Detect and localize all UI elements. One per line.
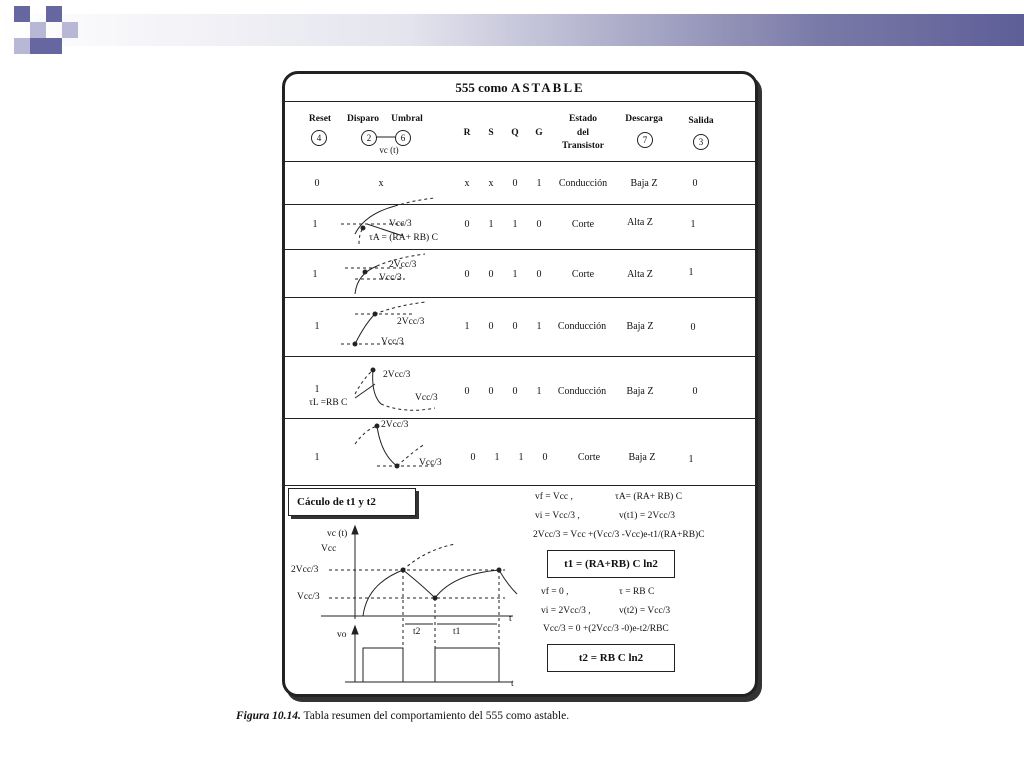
calc-eq6: Vcc/3 = 0 +(2Vcc/3 -0)e-t2/RBC xyxy=(543,624,669,634)
row1-arrow xyxy=(367,224,403,236)
row5-reset: 1 xyxy=(314,452,320,463)
deco-square xyxy=(62,22,78,38)
graph-vc-dash xyxy=(403,544,455,570)
row5-curve xyxy=(377,426,397,466)
row2-estado: Corte xyxy=(571,269,595,280)
row0-estado: Conducción xyxy=(558,178,608,189)
row2-q: 1 xyxy=(512,269,518,280)
row3-g: 1 xyxy=(536,321,542,332)
title-prefix: 555 como xyxy=(455,80,508,95)
calc-eq2a: vi = Vcc/3 , xyxy=(535,511,580,521)
pin-umbral: 6 xyxy=(395,130,411,146)
row5-point xyxy=(375,424,379,428)
row2-g: 0 xyxy=(536,269,542,280)
row1-salida: 1 xyxy=(690,219,696,230)
result1-box: t1 = (RA+RB) C ln2 xyxy=(547,550,675,578)
calc-eq3: 2Vcc/3 = Vcc +(Vcc/3 -Vcc)e-t1/(RA+RB)C xyxy=(533,530,705,540)
row5-2vcc3: 2Vcc/3 xyxy=(381,420,409,430)
row1-descarga: Alta Z xyxy=(627,217,653,228)
graph-t-axis: t xyxy=(509,614,512,624)
row1-point xyxy=(361,226,365,230)
graph-vo-arrow xyxy=(352,626,358,634)
row4-vcc3: Vcc/3 xyxy=(415,393,438,403)
row2-curve-dash xyxy=(377,254,425,266)
pin-reset: 4 xyxy=(311,130,327,146)
graph-t2: t2 xyxy=(413,627,421,637)
row0-g: 1 xyxy=(536,178,542,189)
header-salida: Salida xyxy=(688,116,714,126)
graph-2vcc3: 2Vcc/3 xyxy=(291,565,319,575)
header-r: R xyxy=(463,128,471,138)
row2-s: 0 xyxy=(488,269,494,280)
row5-curve-dash xyxy=(355,426,377,444)
row1-curve-dash xyxy=(395,198,435,206)
row4-g: 1 xyxy=(536,386,542,397)
row2-vcc3: Vcc/3 xyxy=(379,273,402,283)
row3-curve-dash xyxy=(375,302,425,314)
title-gradient-bar xyxy=(0,14,1024,46)
row5-curve-dash xyxy=(397,444,425,466)
row4-descarga: Baja Z xyxy=(626,386,654,397)
row2-r: 0 xyxy=(464,269,470,280)
pin-descarga: 7 xyxy=(637,132,653,148)
row2-point xyxy=(363,270,367,274)
row4-curve-dash xyxy=(381,404,435,410)
deco-square xyxy=(30,38,46,54)
row0-salida: 0 xyxy=(692,178,698,189)
header-g: G xyxy=(535,128,543,138)
header-s: S xyxy=(488,128,494,138)
header-disparo: Disparo xyxy=(346,114,380,124)
row2-salida: 1 xyxy=(688,267,694,278)
row4-q: 0 xyxy=(512,386,518,397)
row4-s: 0 xyxy=(488,386,494,397)
row5-vcc3: Vcc/3 xyxy=(419,458,442,468)
header-descarga: Descarga xyxy=(625,114,663,124)
row4-point xyxy=(371,368,375,372)
row3-q: 0 xyxy=(512,321,518,332)
row0-s: x xyxy=(488,178,494,189)
row0-r: x xyxy=(464,178,470,189)
row4-curve-dash xyxy=(355,370,373,394)
row4-r: 0 xyxy=(464,386,470,397)
header-estado-2: del xyxy=(576,128,590,138)
calc-eq2b: v(t1) = 2Vcc/3 xyxy=(619,511,676,521)
figure-line-art xyxy=(285,74,755,694)
calc-eq5b: v(t2) = Vcc/3 xyxy=(619,606,671,616)
row4-2vcc3: 2Vcc/3 xyxy=(383,370,411,380)
pin-salida: 3 xyxy=(693,134,709,150)
row3-point xyxy=(353,342,357,346)
row4-salida: 0 xyxy=(692,386,698,397)
header-q: Q xyxy=(511,128,519,138)
row4-tau: τL =RB C xyxy=(309,398,348,408)
calc-eq1b: τA= (RA+ RB) C xyxy=(615,492,683,502)
row3-reset: 1 xyxy=(314,321,320,332)
graph-t1: t1 xyxy=(453,627,461,637)
row3-curve xyxy=(355,314,375,344)
calc-eq5a: vi = 2Vcc/3 , xyxy=(541,606,591,616)
row3-estado: Conducción xyxy=(557,321,607,332)
row5-salida: 1 xyxy=(688,454,694,465)
pin-disparo: 2 xyxy=(361,130,377,146)
graph-vo-label: vo xyxy=(337,630,347,640)
row3-r: 1 xyxy=(464,321,470,332)
row5-s: 1 xyxy=(494,452,500,463)
header-umbral: Umbral xyxy=(391,114,423,124)
row0-descarga: Baja Z xyxy=(630,178,658,189)
row3-vcc3: Vcc/3 xyxy=(381,337,404,347)
row0-reset: 0 xyxy=(314,178,320,189)
row3-s: 0 xyxy=(488,321,494,332)
row3-descarga: Baja Z xyxy=(626,321,654,332)
calc-title-box: Cáculo de t1 y t2 xyxy=(288,488,416,516)
row1-s: 1 xyxy=(488,219,494,230)
row3-point xyxy=(373,312,377,316)
row1-reset: 1 xyxy=(312,219,318,230)
row1-estado: Corte xyxy=(571,219,595,230)
caption-label: Figura 10.14. xyxy=(236,710,301,722)
row2-2vcc3: 2Vcc/3 xyxy=(389,260,417,270)
row1-curve xyxy=(355,206,395,234)
figure-caption xyxy=(236,710,569,722)
title-spaced: ASTABLE xyxy=(510,80,585,95)
deco-square xyxy=(14,6,30,22)
row5-g: 0 xyxy=(542,452,548,463)
row4-estado: Conducción xyxy=(557,386,607,397)
header-estado-1: Estado xyxy=(569,114,597,124)
row0-q: 0 xyxy=(512,178,518,189)
row5-point xyxy=(395,464,399,468)
graph-y-arrow xyxy=(352,526,358,534)
header-reset: Reset xyxy=(308,114,332,124)
row1-r: 0 xyxy=(464,219,470,230)
row1-tau: τA = (RA+ RB) C xyxy=(369,233,438,243)
deco-square xyxy=(14,38,30,54)
row4-curve xyxy=(373,370,381,404)
row5-r: 0 xyxy=(470,452,476,463)
deco-square xyxy=(46,38,62,54)
graph-t-axis2: t xyxy=(511,679,514,689)
deco-square xyxy=(30,22,46,38)
row5-estado: Corte xyxy=(577,452,601,463)
graph-vcc: Vcc xyxy=(321,544,337,554)
row5-q: 1 xyxy=(518,452,524,463)
figure-page xyxy=(282,71,758,697)
caption-text: Tabla resumen del comportamiento del 555 como astable. xyxy=(303,710,570,722)
graph-vo-waveform xyxy=(363,648,499,682)
row1-vcc3: Vcc/3 xyxy=(389,219,412,229)
row4-reset: 1 xyxy=(314,384,320,395)
row2-descarga: Alta Z xyxy=(627,269,653,280)
deco-square xyxy=(46,6,62,22)
row3-salida: 0 xyxy=(690,322,696,333)
row1-g: 0 xyxy=(536,219,542,230)
row3-2vcc3: 2Vcc/3 xyxy=(397,317,425,327)
result2-box: t2 = RB C ln2 xyxy=(547,644,675,672)
calc-eq4a: vf = 0 , xyxy=(541,587,569,597)
header-vc: vc (t) xyxy=(379,145,399,155)
row2-reset: 1 xyxy=(312,269,318,280)
header-estado-3: Transistor xyxy=(561,141,605,151)
calc-eq1a: vf = Vcc , xyxy=(535,492,573,502)
row4-arrow xyxy=(355,384,375,398)
graph-vc-waveform xyxy=(363,570,517,616)
row1-q: 1 xyxy=(512,219,518,230)
graph-vc-label: vc (t) xyxy=(327,529,348,539)
calc-eq4b: τ = RB C xyxy=(619,587,655,597)
graph-vcc3: Vcc/3 xyxy=(297,592,320,602)
row5-descarga: Baja Z xyxy=(628,452,656,463)
row0-disp: x xyxy=(378,178,384,189)
